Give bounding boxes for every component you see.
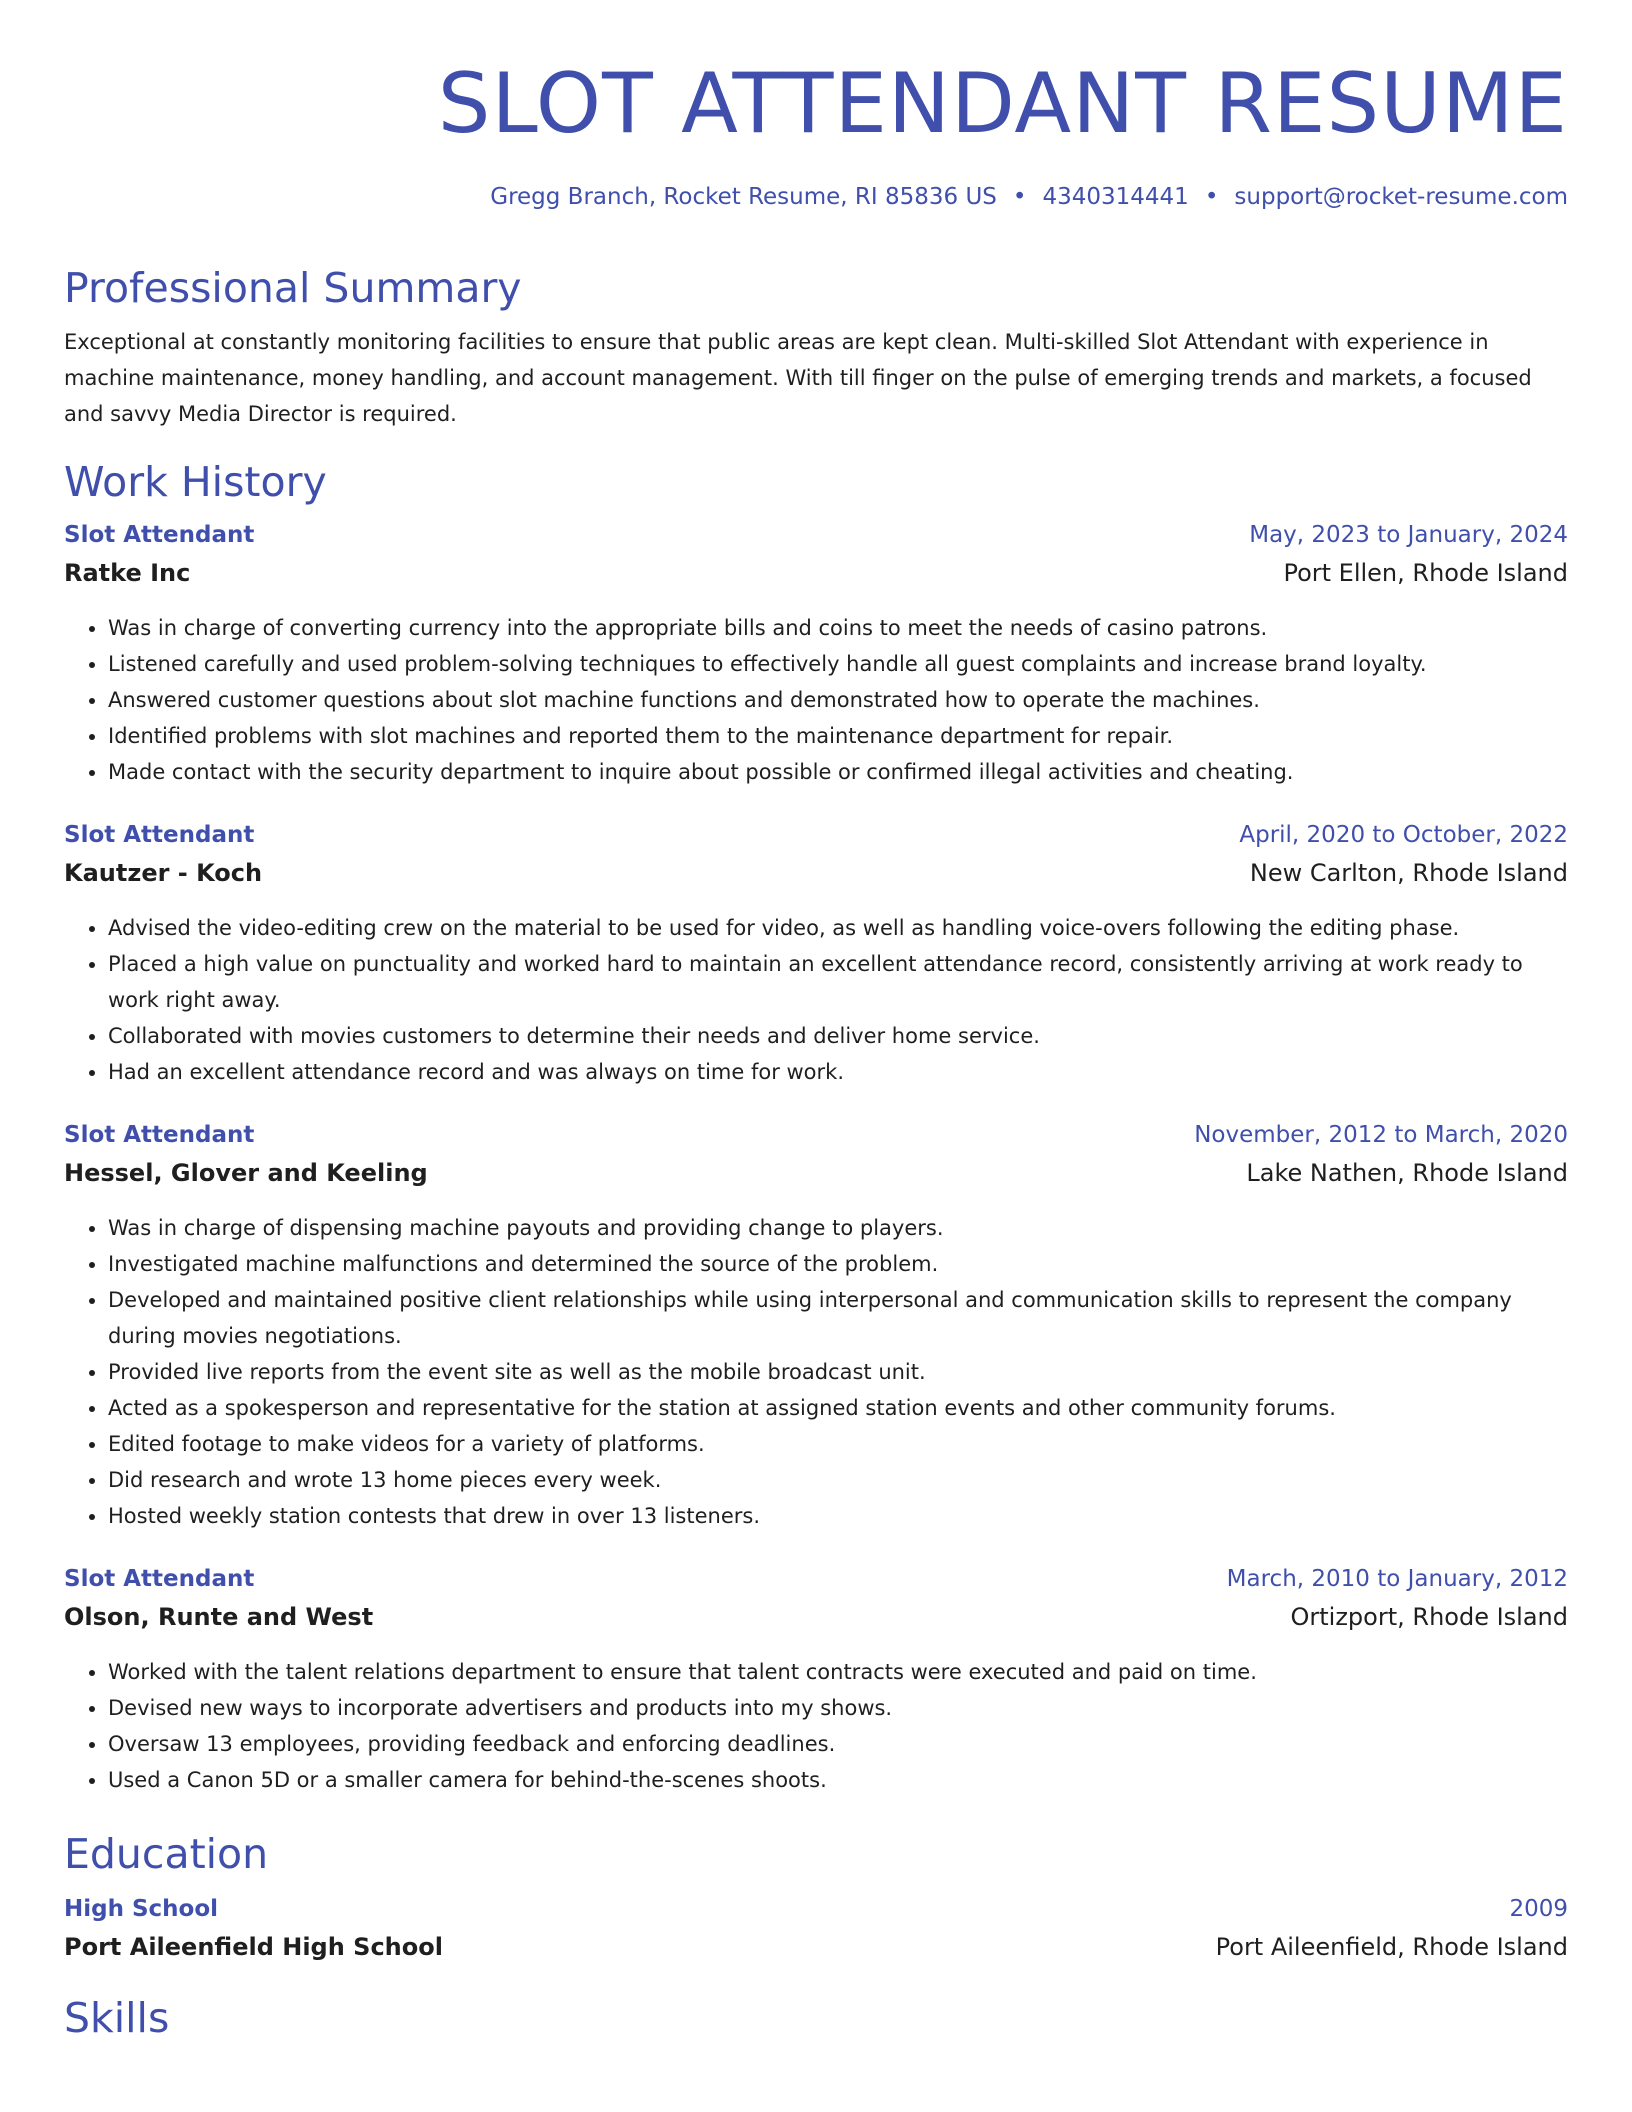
- education-section: [64, 1824, 1568, 1966]
- education-school: Port Aileenfield High School: [64, 1933, 443, 1961]
- contact-phone: 4340314441: [1042, 184, 1189, 210]
- job-bullet: • Advised the video-editing crew on the material to be used for video, as well as handling voice-overs following the editing phase.: [108, 910, 1568, 946]
- job-bullets: [64, 1210, 1568, 1534]
- job-entry: [64, 516, 1568, 790]
- section-heading-work-history: Work History: [64, 458, 327, 506]
- education-location: Port Aileenfield, Rhode Island: [1215, 1933, 1568, 1961]
- job-location: Port Ellen, Rhode Island: [1283, 559, 1568, 587]
- job-location: New Carlton, Rhode Island: [1249, 859, 1568, 887]
- job-role: Slot Attendant: [64, 522, 255, 548]
- job-bullet: • Made contact with the security department to inquire about possible or confirmed illegal activities and cheating.: [108, 754, 1568, 790]
- job-bullets: [64, 610, 1568, 790]
- job-bullet: • Identified problems with slot machines and reported them to the maintenance department for repair.: [108, 718, 1568, 754]
- job-company: Ratke Inc: [64, 559, 191, 587]
- job-bullet: • Answered customer questions about slot machine functions and demonstrated how to operate the machines.: [108, 682, 1568, 718]
- job-dates: May, 2023 to January, 2024: [1249, 522, 1568, 548]
- job-role: Slot Attendant: [64, 1566, 255, 1592]
- separator-dot: •: [1204, 184, 1219, 210]
- job-dates: March, 2010 to January, 2012: [1226, 1566, 1568, 1592]
- section-heading-skills: Skills: [64, 1994, 170, 2042]
- job-bullet: • Did research and wrote 13 home pieces every week.: [108, 1462, 1568, 1498]
- job-entry: [64, 1116, 1568, 1534]
- job-header: [64, 1116, 1568, 1154]
- job-bullet: • Worked with the talent relations department to ensure that talent contracts were executed and paid on time.: [108, 1654, 1568, 1690]
- job-entry: [64, 816, 1568, 1090]
- contact-email: support@rocket-resume.com: [1234, 184, 1568, 210]
- job-bullet: • Developed and maintained positive client relationships while using interpersonal and communication skills to represent the company during movies negotiations.: [108, 1282, 1568, 1354]
- summary-text: Exceptional at constantly monitoring facilities to ensure that public areas are kept clean. Multi-skilled Slot Attendant with experience in machine maintenance, money handling, and account management. With till finger on the pulse of emerging trends and markets, a focused and savvy Media Director is required.: [64, 330, 1532, 426]
- contact-address: Gregg Branch, Rocket Resume, RI 85836 US: [490, 184, 997, 210]
- contact-line: [490, 180, 1568, 214]
- job-bullets: [64, 910, 1568, 1090]
- job-bullet: • Was in charge of dispensing machine payouts and providing change to players.: [108, 1210, 1568, 1246]
- job-subheader: [64, 854, 1568, 892]
- job-bullet: • Used a Canon 5D or a smaller camera for behind-the-scenes shoots.: [108, 1762, 1568, 1798]
- section-heading-summary: Professional Summary: [64, 264, 522, 312]
- job-bullet: • Collaborated with movies customers to determine their needs and deliver home service.: [108, 1018, 1568, 1054]
- education-degree: High School: [64, 1896, 219, 1922]
- job-company: Hessel, Glover and Keeling: [64, 1159, 428, 1187]
- job-bullet: • Investigated machine malfunctions and determined the source of the problem.: [108, 1246, 1568, 1282]
- job-header: [64, 516, 1568, 554]
- job-subheader: [64, 554, 1568, 592]
- job-subheader: [64, 1154, 1568, 1192]
- job-subheader: [64, 1598, 1568, 1636]
- education-year: 2009: [1509, 1896, 1568, 1922]
- job-header: [64, 1560, 1568, 1598]
- education-subheader: [64, 1928, 1568, 1966]
- summary-section: [64, 258, 1568, 432]
- job-entry: [64, 1560, 1568, 1798]
- job-role: Slot Attendant: [64, 1122, 255, 1148]
- work-history-section: [64, 452, 1568, 1798]
- job-location: Ortizport, Rhode Island: [1290, 1603, 1568, 1631]
- job-bullet: • Oversaw 13 employees, providing feedback and enforcing deadlines.: [108, 1726, 1568, 1762]
- job-dates: November, 2012 to March, 2020: [1194, 1122, 1568, 1148]
- job-dates: April, 2020 to October, 2022: [1239, 822, 1568, 848]
- job-location: Lake Nathen, Rhode Island: [1246, 1159, 1568, 1187]
- job-bullet: • Listened carefully and used problem-solving techniques to effectively handle all guest complaints and increase brand loyalty.: [108, 646, 1568, 682]
- section-heading-education: Education: [64, 1830, 269, 1878]
- job-bullet: • Edited footage to make videos for a variety of platforms.: [108, 1426, 1568, 1462]
- job-company: Olson, Runte and West: [64, 1603, 374, 1631]
- job-header: [64, 816, 1568, 854]
- job-company: Kautzer - Koch: [64, 859, 263, 887]
- separator-dot: •: [1012, 184, 1027, 210]
- resume-title: SLOT ATTENDANT RESUME: [437, 55, 1568, 152]
- job-role: Slot Attendant: [64, 822, 255, 848]
- job-bullet: • Was in charge of converting currency into the appropriate bills and coins to meet the needs of casino patrons.: [108, 610, 1568, 646]
- job-bullet: • Provided live reports from the event site as well as the mobile broadcast unit.: [108, 1354, 1568, 1390]
- resume-body: [64, 258, 1568, 2048]
- education-entry: [64, 1890, 1568, 1966]
- job-bullet: • Acted as a spokesperson and representative for the station at assigned station events and other community forums.: [108, 1390, 1568, 1426]
- job-bullet: • Hosted weekly station contests that drew in over 13 listeners.: [108, 1498, 1568, 1534]
- skills-section: [64, 1988, 1568, 2048]
- job-bullet: • Placed a high value on punctuality and worked hard to maintain an excellent attendance record, consistently arriving at work ready to work right away.: [108, 946, 1568, 1018]
- job-bullet: • Had an excellent attendance record and was always on time for work.: [108, 1054, 1568, 1090]
- job-bullets: [64, 1654, 1568, 1798]
- job-bullet: • Devised new ways to incorporate advertisers and products into my shows.: [108, 1690, 1568, 1726]
- education-header: [64, 1890, 1568, 1928]
